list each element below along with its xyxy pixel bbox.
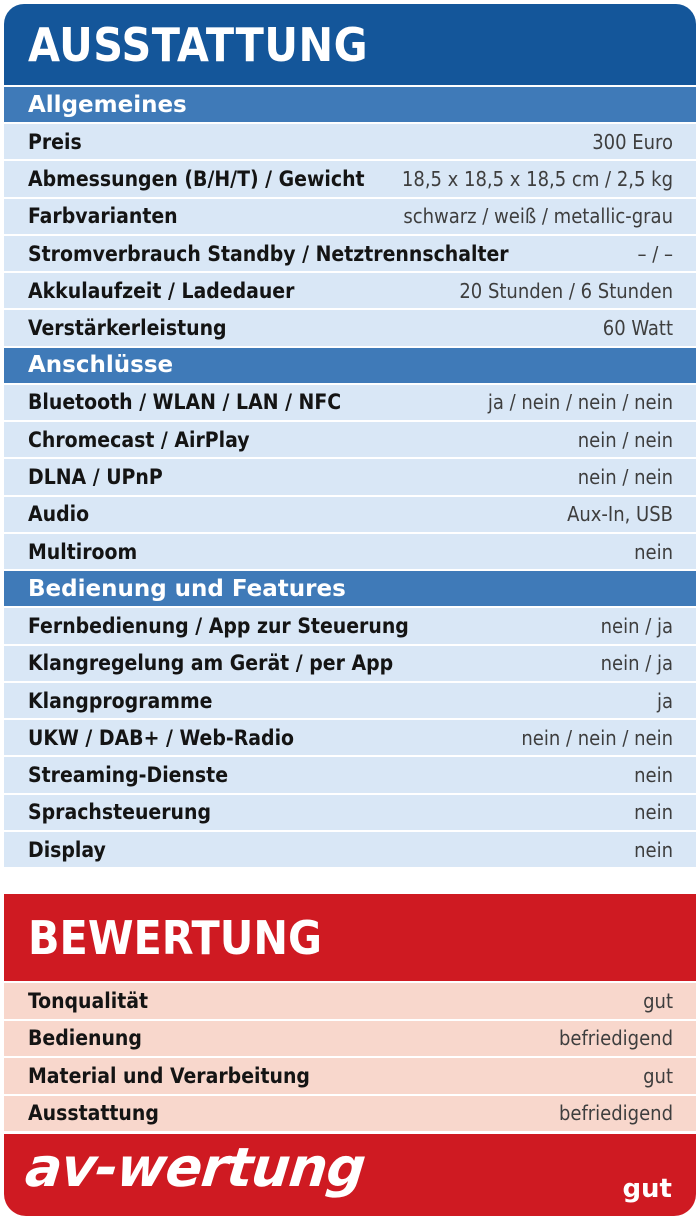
spec-row xyxy=(4,757,696,792)
spec-row xyxy=(4,236,696,271)
spec-value: schwarz / weiß / metallic-grau xyxy=(403,204,673,229)
spec-row xyxy=(4,273,696,308)
spec-label: Preis xyxy=(28,129,82,154)
spec-label: Fernbedienung / App zur Steuerung xyxy=(28,613,409,638)
ausstattung-panel xyxy=(4,4,696,878)
spec-value: nein / nein xyxy=(577,427,673,452)
spec-value: 300 Euro xyxy=(592,129,673,154)
section-heading-allgemeines: Allgemeines xyxy=(4,87,696,122)
spec-label: Stromverbrauch Standby / Netztrennschalter xyxy=(28,241,509,266)
rating-value: gut xyxy=(643,988,673,1013)
spec-label: Akkulaufzeit / Ladedauer xyxy=(28,278,295,303)
spec-row xyxy=(4,832,696,867)
spec-label: Verstärkerleistung xyxy=(28,316,227,341)
rating-row xyxy=(4,1096,696,1132)
rating-label: Ausstattung xyxy=(28,1101,159,1126)
spec-value: 20 Stunden / 6 Stunden xyxy=(459,278,673,303)
ausstattung-title: AUSSTATTUNG xyxy=(4,4,696,85)
spec-label: Streaming-Dienste xyxy=(28,763,229,788)
spec-value: nein / nein / nein xyxy=(521,725,673,750)
bewertung-panel xyxy=(4,894,696,1216)
rating-label: Tonqualität xyxy=(28,988,149,1013)
spec-row xyxy=(4,795,696,830)
spec-label: UKW / DAB+ / Web-Radio xyxy=(28,725,295,750)
spec-value: ja xyxy=(656,688,673,713)
rating-value: befriedigend xyxy=(558,1026,673,1051)
spec-value: nein / nein xyxy=(577,465,673,490)
spec-label: Klangregelung am Gerät / per App xyxy=(28,651,394,676)
spec-value: nein xyxy=(634,763,673,788)
rating-value: befriedigend xyxy=(558,1101,673,1126)
spec-row xyxy=(4,422,696,457)
verdict-footer xyxy=(4,1134,696,1216)
spec-label: Klangprogramme xyxy=(28,688,213,713)
section-heading-bedienung-features: Bedienung und Features xyxy=(4,571,696,606)
spec-row xyxy=(4,124,696,159)
av-wertung-logo: av-wertung xyxy=(22,1136,368,1199)
spec-row xyxy=(4,720,696,755)
spec-row xyxy=(4,310,696,345)
rating-value: gut xyxy=(643,1063,673,1088)
spec-row xyxy=(4,608,696,643)
spec-value: nein / ja xyxy=(600,651,673,676)
spec-value: nein / ja xyxy=(600,613,673,638)
spec-row xyxy=(4,385,696,420)
spec-label: Bluetooth / WLAN / LAN / NFC xyxy=(28,390,342,415)
spec-row xyxy=(4,459,696,494)
spec-value: ja / nein / nein / nein xyxy=(487,390,673,415)
spec-row xyxy=(4,646,696,681)
rating-label: Material und Verarbeitung xyxy=(28,1063,310,1088)
spec-value: nein xyxy=(634,800,673,825)
spec-row xyxy=(4,683,696,718)
spec-row xyxy=(4,534,696,569)
spec-label: Sprachsteuerung xyxy=(28,800,211,825)
bewertung-title: BEWERTUNG xyxy=(4,894,696,981)
section-heading-anschluesse: Anschlüsse xyxy=(4,348,696,383)
spec-row xyxy=(4,161,696,196)
spec-label: Multiroom xyxy=(28,539,138,564)
spec-row xyxy=(4,199,696,234)
spec-value: 18,5 x 18,5 x 18,5 cm / 2,5 kg xyxy=(401,166,673,191)
overall-verdict: gut xyxy=(622,1174,672,1204)
spec-value: Aux-In, USB xyxy=(567,502,673,527)
spec-label: Audio xyxy=(28,502,90,527)
spec-row xyxy=(4,497,696,532)
rating-row xyxy=(4,983,696,1019)
spec-value: nein xyxy=(634,837,673,862)
spec-value: nein xyxy=(634,539,673,564)
spec-label: Farbvarianten xyxy=(28,204,178,229)
spec-label: DLNA / UPnP xyxy=(28,465,163,490)
spec-value: – / – xyxy=(637,241,673,266)
rating-label: Bedienung xyxy=(28,1026,142,1051)
spec-label: Abmessungen (B/H/T) / Gewicht xyxy=(28,166,365,191)
spec-value: 60 Watt xyxy=(602,316,673,341)
spec-label: Display xyxy=(28,837,106,862)
spec-label: Chromecast / AirPlay xyxy=(28,427,250,452)
rating-row xyxy=(4,1058,696,1094)
rating-row xyxy=(4,1021,696,1057)
